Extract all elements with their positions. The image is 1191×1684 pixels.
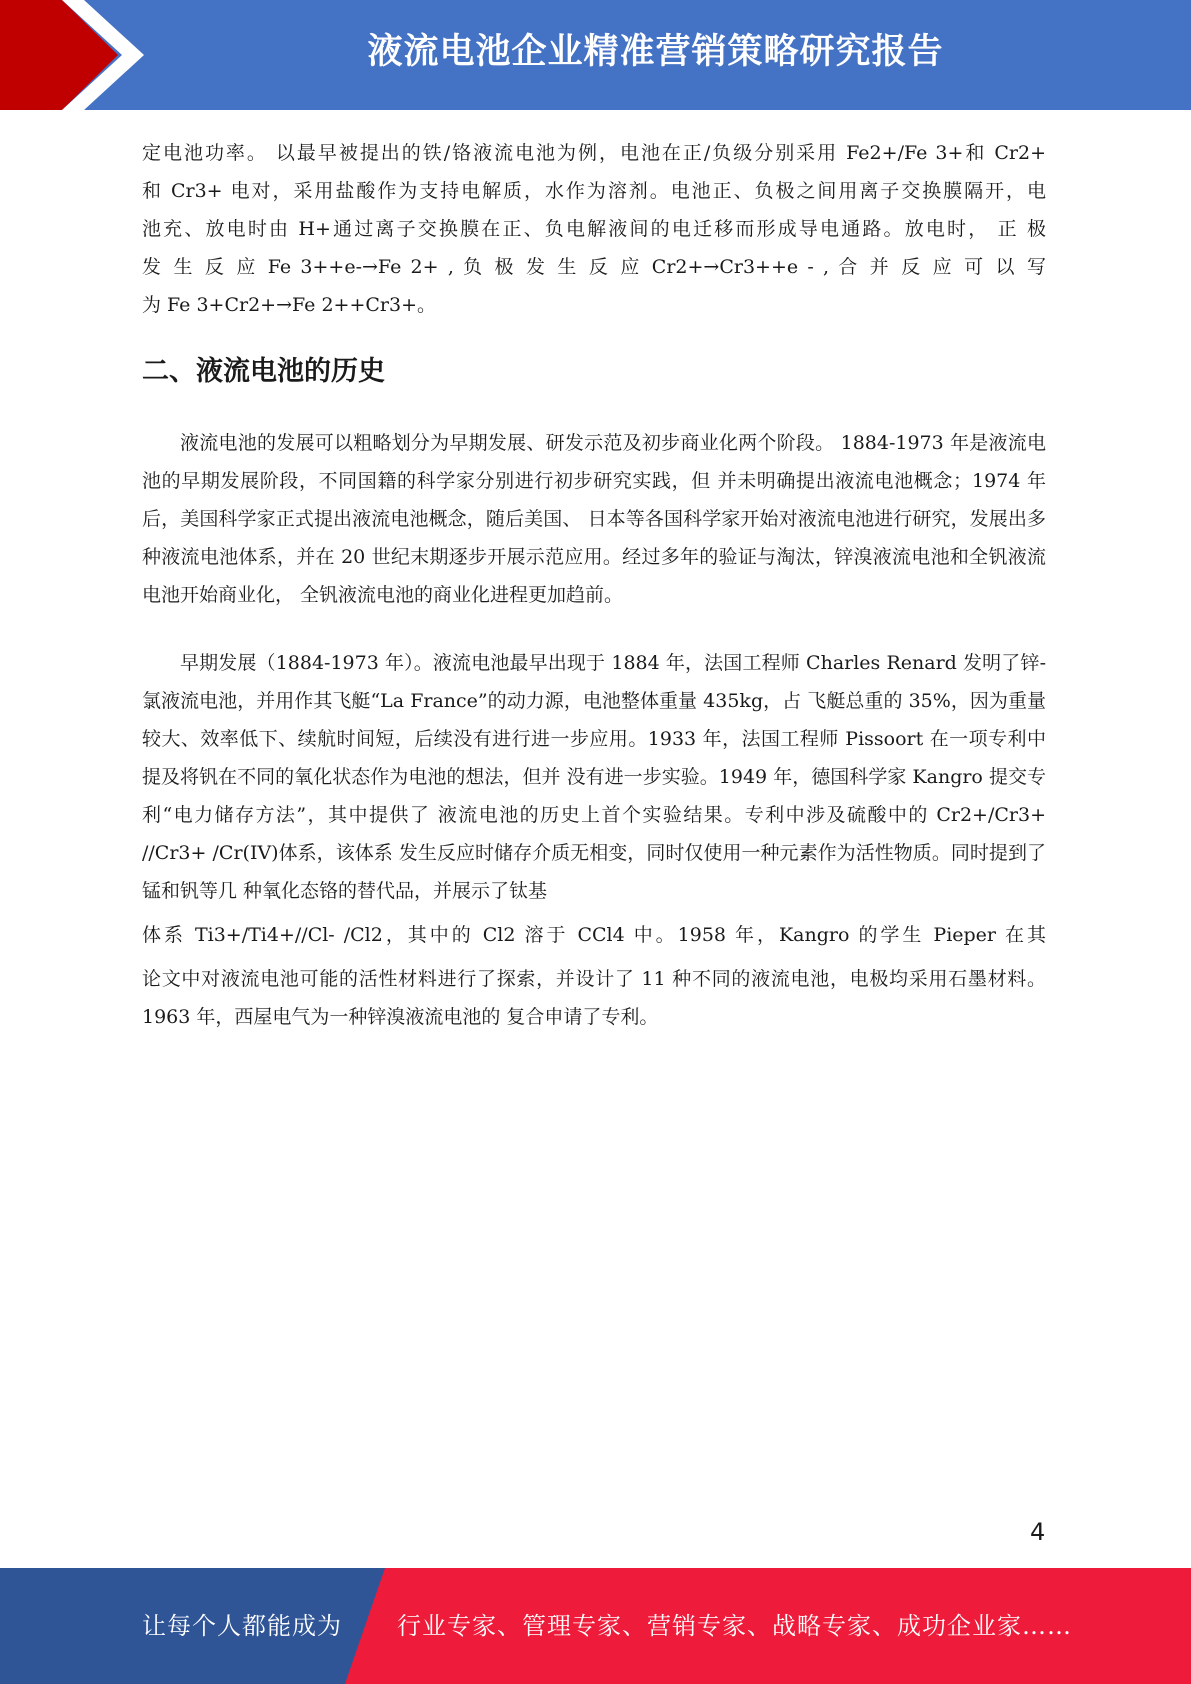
page-header bbox=[0, 0, 1191, 110]
intro-line: 为 Fe 3+Cr2+→Fe 2++Cr3+。 bbox=[142, 294, 437, 316]
early-development-paragraph: 早期发展（1884-1973 年）。液流电池最早出现于 1884 年，法国工程师 Charles Renard 发明了锌-氯液流电池，并用作其飞艇“La France”的动力源，电池整体重量 435kg，占 飞艇总重的 35%，因为重量较大、效率低下、续航时间短，后续没有进行进一步应用。1933 年，法国工程师 Pissoort 在一项专利中提及将钒在不同的氧化状态作为电池的想法，但并 没有进一步实验。1949 年，德国科学家 Kangro 提交专利“电力储存方法”，其中提供了 液流电池的历史上首个实验结果。专利中涉及硫酸中的 Cr2+/Cr3+ //Cr3+ /Cr(IV)体系，该体系 发生反应时储存介质无相变，同时仅使用一种元素作为活性物质。同时提到了锰和钒等几 种氧化态铬的替代品，并展示了钛基 bbox=[142, 652, 1046, 902]
early-development-line: 论文中对液流电池可能的活性材料进行了探索，并设计了 11 种不同的液流电池，电极均采用石墨材料。1963 年，西屋电气为一种锌溴液流电池的 复合申请了专利。 bbox=[142, 968, 1046, 1028]
intro-line: 定电池功率。 以最早被提出的铁/铬液流电池为例，电池在正/负级分别采用 Fe2+/Fe 3+和 Cr2+ bbox=[142, 142, 1046, 164]
intro-line: 发 生 反 应 Fe 3++e-→Fe 2+ , 负 极 发 生 反 应 Cr2+→Cr3++e - , 合 并 反 应 可 以 写 bbox=[142, 256, 1046, 278]
footer-slogan-left: 让每个人都能成为 bbox=[142, 1612, 342, 1640]
section-heading: 二、液流电池的历史 bbox=[142, 356, 385, 387]
footer-slogan-right: 行业专家、管理专家、营销专家、战略专家、成功企业家…… bbox=[397, 1612, 1072, 1640]
header-chevron-decoration bbox=[0, 0, 160, 110]
intro-line: 池充、放电时由 H+通过离子交换膜在正、负电解液间的电迁移而形成导电通路。放电时， 正 极 bbox=[142, 218, 1046, 240]
paragraph-spacer bbox=[142, 614, 1046, 644]
early-development-line: 体系 Ti3+/Ti4+//Cl- /Cl2，其中的 Cl2 溶于 CCl4 中。1958 年，Kangro 的学生 Pieper 在其 bbox=[142, 924, 1046, 946]
history-paragraph: 液流电池的发展可以粗略划分为早期发展、研发示范及初步商业化两个阶段。 1884-1973 年是液流电池的早期发展阶段，不同国籍的科学家分别进行初步研究实践，但 并未明确提出液流电池概念；1974 年后，美国科学家正式提出液流电池概念，随后美国、 日本等各国科学家开始对液流电池进行研究，发展出多种液流电池体系，并在 20 世纪末期逐步开展示范应用。经过多年的验证与淘汰，锌溴液流电池和全钒液流电池开始商业化， 全钒液流电池的商业化进程更加趋前。 bbox=[142, 432, 1046, 606]
document-title: 液流电池企业精准营销策略研究报告 bbox=[367, 32, 944, 72]
document-body bbox=[142, 134, 1046, 1036]
page-footer bbox=[0, 1568, 1191, 1684]
intro-line: 和 Cr3+ 电对，采用盐酸作为支持电解质，水作为溶剂。电池正、负极之间用离子交换膜隔开，电 bbox=[142, 180, 1046, 202]
page-number: 4 bbox=[1030, 1518, 1046, 1546]
